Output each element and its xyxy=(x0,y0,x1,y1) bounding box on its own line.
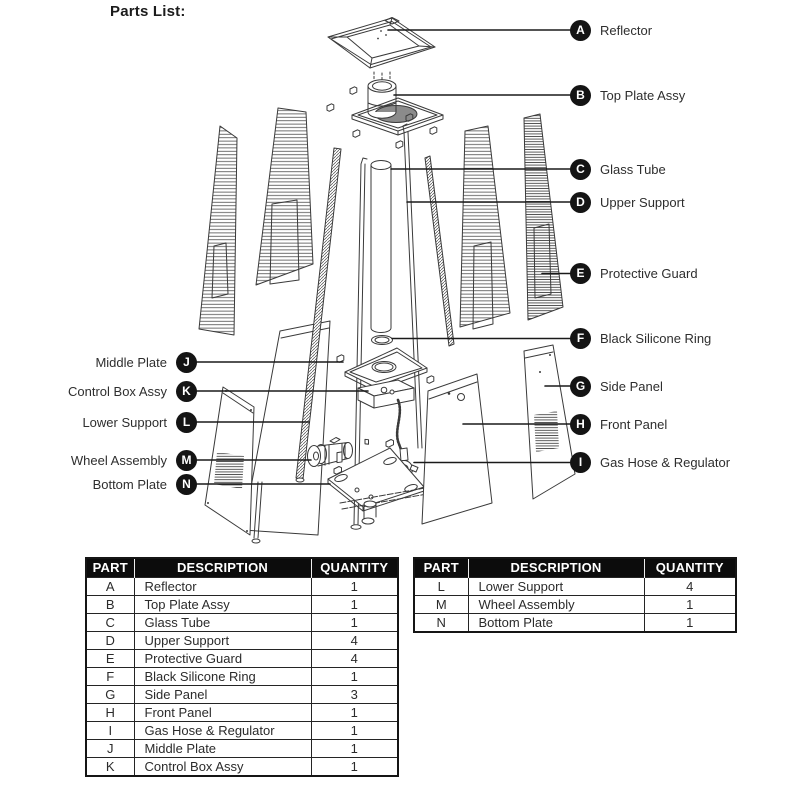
callout-badge-c: C xyxy=(570,159,591,180)
table-row xyxy=(86,595,398,613)
quantity-cell: 1 xyxy=(311,739,398,757)
part-cell: G xyxy=(86,685,134,703)
part-cell: I xyxy=(86,721,134,739)
part-cell: D xyxy=(86,631,134,649)
column-header-description: DESCRIPTION xyxy=(468,558,644,577)
callout-label: Lower Support xyxy=(82,414,167,430)
callout-middle-plate xyxy=(0,352,197,373)
table-row xyxy=(86,649,398,667)
part-cell: H xyxy=(86,703,134,721)
table-row xyxy=(86,577,398,595)
callout-label: Front Panel xyxy=(600,416,668,432)
quantity-cell: 4 xyxy=(311,649,398,667)
callout-badge-k: K xyxy=(176,381,197,402)
callout-label: Protective Guard xyxy=(600,266,698,281)
description-cell: Gas Hose & Regulator xyxy=(134,721,311,739)
parts-table-right xyxy=(413,557,737,633)
description-cell: Side Panel xyxy=(134,685,311,703)
callout-bottom-plate xyxy=(0,474,197,495)
side-panel-drawing-right xyxy=(524,345,575,499)
quantity-cell: 4 xyxy=(311,631,398,649)
table-row xyxy=(86,721,398,739)
callout-black-silicone-ring xyxy=(570,328,711,349)
top-plate-assy-drawing xyxy=(327,80,443,149)
quantity-cell: 3 xyxy=(311,685,398,703)
bottom-plate-drawing xyxy=(328,440,427,525)
callout-label: Black Silicone Ring xyxy=(600,331,712,346)
part-cell: C xyxy=(86,613,134,631)
table-row xyxy=(414,595,736,613)
callout-lower-support xyxy=(0,412,197,433)
column-header-quantity: QUANTITY xyxy=(311,558,398,577)
callout-badge-b: B xyxy=(570,85,591,106)
quantity-cell: 1 xyxy=(311,757,398,776)
part-cell: F xyxy=(86,667,134,685)
quantity-cell: 1 xyxy=(311,595,398,613)
front-panel-drawing xyxy=(422,374,492,524)
callout-badge-n: N xyxy=(176,474,197,495)
callout-badge-d: D xyxy=(570,192,591,213)
table-row xyxy=(86,757,398,776)
quantity-cell: 1 xyxy=(311,613,398,631)
callout-front-panel xyxy=(570,414,667,435)
callout-badge-h: H xyxy=(570,414,591,435)
callout-badge-f: F xyxy=(570,328,591,349)
callout-side-panel xyxy=(570,376,663,397)
description-cell: Top Plate Assy xyxy=(134,595,311,613)
callout-control-box-assy xyxy=(0,381,197,402)
callout-label: Middle Plate xyxy=(95,354,167,370)
table-row xyxy=(86,703,398,721)
description-cell: Lower Support xyxy=(468,577,644,595)
quantity-cell: 4 xyxy=(644,577,736,595)
callout-label: Bottom Plate xyxy=(92,476,167,492)
callout-label: Side Panel xyxy=(600,378,663,394)
side-panel-drawing-left xyxy=(205,387,254,535)
page-title: Parts List: xyxy=(110,3,186,20)
quantity-cell: 1 xyxy=(311,721,398,739)
quantity-cell: 1 xyxy=(311,667,398,685)
description-cell: Middle Plate xyxy=(134,739,311,757)
quantity-cell: 1 xyxy=(311,703,398,721)
description-cell: Protective Guard xyxy=(134,649,311,667)
callout-badge-j: J xyxy=(176,352,197,373)
column-header-description: DESCRIPTION xyxy=(134,558,311,577)
callout-badge-a: A xyxy=(570,20,591,41)
part-cell: L xyxy=(414,577,468,595)
callout-label: Gas Hose & Regulator xyxy=(600,455,731,470)
part-cell: K xyxy=(86,757,134,776)
part-cell: J xyxy=(86,739,134,757)
silicone-ring-drawing xyxy=(372,336,393,345)
table-header-row xyxy=(86,558,398,577)
description-cell: Front Panel xyxy=(134,703,311,721)
description-cell: Upper Support xyxy=(134,631,311,649)
table-header-row xyxy=(414,558,736,577)
callout-label: Glass Tube xyxy=(600,161,666,177)
callout-label: Top Plate Assy xyxy=(600,87,686,103)
table-row xyxy=(414,577,736,595)
table-row xyxy=(86,631,398,649)
table-row xyxy=(414,613,736,632)
callout-label: Control Box Assy xyxy=(68,383,167,399)
glass-tube-drawing xyxy=(371,161,391,333)
part-cell: A xyxy=(86,577,134,595)
description-cell: Reflector xyxy=(134,577,311,595)
callout-upper-support xyxy=(570,192,685,213)
table-row xyxy=(86,739,398,757)
description-cell: Glass Tube xyxy=(134,613,311,631)
callout-gas-hose-regulator xyxy=(570,452,730,473)
callout-glass-tube xyxy=(570,159,666,180)
column-header-part: PART xyxy=(86,558,134,577)
callout-label: Upper Support xyxy=(600,194,685,210)
callout-protective-guard xyxy=(570,263,698,284)
callout-label: Wheel Assembly xyxy=(70,452,167,468)
callout-badge-g: G xyxy=(570,376,591,397)
table-row xyxy=(86,613,398,631)
description-cell: Black Silicone Ring xyxy=(134,667,311,685)
part-cell: E xyxy=(86,649,134,667)
part-cell: N xyxy=(414,613,468,632)
column-header-part: PART xyxy=(414,558,468,577)
callout-badge-e: E xyxy=(570,263,591,284)
callout-top-plate-assy xyxy=(570,85,685,106)
description-cell: Bottom Plate xyxy=(468,613,644,632)
control-box-drawing xyxy=(358,380,414,444)
quantity-cell: 1 xyxy=(644,595,736,613)
description-cell: Control Box Assy xyxy=(134,757,311,776)
quantity-cell: 1 xyxy=(311,577,398,595)
column-header-quantity: QUANTITY xyxy=(644,558,736,577)
description-cell: Wheel Assembly xyxy=(468,595,644,613)
reflector-drawing xyxy=(328,18,435,69)
quantity-cell: 1 xyxy=(644,613,736,632)
callout-wheel-assembly xyxy=(0,450,197,471)
callout-badge-l: L xyxy=(176,412,197,433)
table-row xyxy=(86,685,398,703)
part-cell: M xyxy=(414,595,468,613)
table-row xyxy=(86,667,398,685)
part-cell: B xyxy=(86,595,134,613)
parts-table-left xyxy=(85,557,399,777)
callout-reflector xyxy=(570,20,652,41)
callout-badge-i: I xyxy=(570,452,591,473)
callout-label: Reflector xyxy=(600,22,653,38)
callout-badge-m: M xyxy=(176,450,197,471)
